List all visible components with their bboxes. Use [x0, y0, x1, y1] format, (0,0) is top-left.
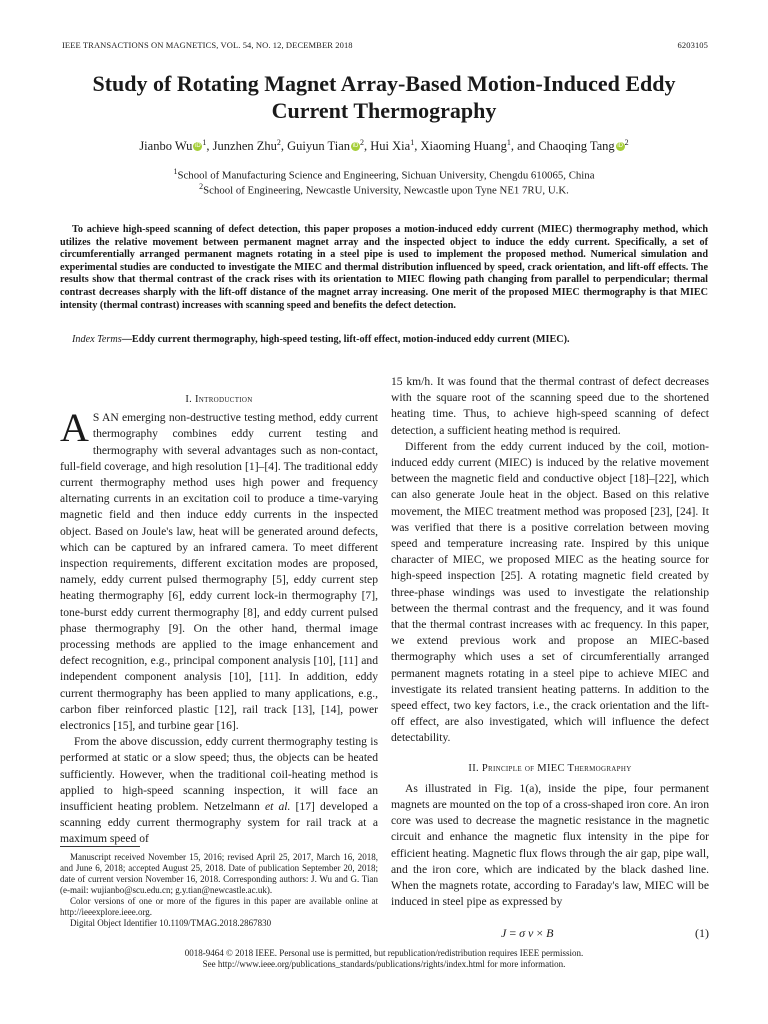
orcid-icon[interactable]: iD — [352, 143, 359, 150]
footnote — [60, 852, 378, 929]
drop-cap: A — [60, 405, 89, 451]
equation-number: (1) — [695, 926, 709, 940]
index-terms-text: Eddy current thermography, high-speed testing, lift-off effect, motion-induced eddy current (MIEC). — [131, 334, 570, 345]
paper-title: Study of Rotating Magnet Array-Based Motion-Induced Eddy Current Thermography — [92, 71, 676, 123]
article-number: 6203105 — [677, 40, 708, 50]
author-and: and — [517, 139, 539, 154]
author-sep: , — [414, 139, 421, 154]
index-terms-label: Index Terms — [72, 334, 122, 345]
affil-text: School of Manufacturing Science and Engineering, Sichuan University, Chengdu 610065, China — [177, 169, 595, 182]
copyright-line: 0018-9464 © 2018 IEEE. Personal use is permitted, but republication/redistribution requires IEEE permission. — [184, 948, 584, 958]
journal-header: IEEE TRANSACTIONS ON MAGNETICS, VOL. 54, NO. 12, DECEMBER 2018 — [62, 40, 353, 50]
footnote-rule — [60, 846, 140, 847]
author-sep: , — [510, 139, 518, 154]
footnote-manuscript: Manuscript received November 15, 2016; revised April 25, 2017, March 16, 2018, and June 6, 2018; accepted August 25, 2018. Date of publication September 20, 2018; date of current version November 16, 2018. Corresponding authors: J. Wu and G. Tian (e-mail: wujianbo@scu.edu.cn; g.y.tian@newcastle.ac.uk). — [60, 852, 378, 895]
eq-times: × — [536, 926, 544, 940]
author-affil: 2 — [624, 138, 629, 147]
orcid-icon[interactable]: iD — [617, 143, 623, 150]
author-name: Hui Xia — [370, 139, 411, 154]
author-affil: 2 — [276, 138, 281, 147]
copyright — [60, 948, 708, 970]
author-affil: 2 — [360, 138, 365, 147]
paragraph — [60, 734, 378, 847]
equation-body — [501, 926, 553, 941]
index-terms — [60, 334, 708, 345]
affil-text: School of Engineering, Newcastle University, Newcastle upon Tyne NE1 7RU, U.K. — [203, 184, 569, 197]
author-affil: 1 — [202, 138, 207, 147]
paragraph-text: S AN emerging non-destructive testing method, eddy current thermography combines eddy current testing and thermography with several advantages such as non-contact, full-field coverage, and high resolution [1]–[4]. The traditional eddy current thermography method uses high power and frequency alternating currents in an excitation coil to produce a time-varying magnetic field and then induce eddy currents in the inspected object. Based on Joule's law, heat will be generated around defects, which can be captured by an infrared camera. To meet different inspection requirements, different excitation modes are proposed, namely, eddy current pulsed thermography [5], eddy current step heating thermography [6], eddy current lock-in thermography [7], tone-burst eddy current thermography [8], and eddy current pulsed phase thermography [9]. On the other hand, thermal image processing methods are applied to the image enhancement and defect recognition, e.g., principal component analysis [10], [11] and independent component analysis [10], [11]. In addition, eddy current thermography has been applied to many applications, e.g., carbon fiber reinforced plastic [12], rail track [13], [14], power electronics [15], and turbine gear [16]. — [60, 411, 378, 733]
author-name: Xiaoming Huang — [420, 139, 507, 154]
equation — [391, 926, 709, 942]
author-list — [60, 138, 708, 154]
abstract: To achieve high-speed scanning of defect detection, this paper proposes a motion-induced eddy current (MIEC) thermography method, which utilizes the relative movement between permanent magnet array and the inspected object to induce the eddy current. Specifically, a set of circumferentially arranged permanent magnets rotating in a steel pipe is used to implement the proposed method. Numerical simulation and experimental studies are conducted to investigate the MIEC and thermal distribution influenced by speed, crack orientation, and lift-off effects. The results show that thermal contrast of the crack rises with its orientation to MIEC flowing path changing from parallel to perpendicular; thermal contrast decreases sharply with the lift-off distance of the magnet array increasing. One merit of the proposed MIEC thermography is that MIEC intensity (thermal contrast) increases with scanning speed and benefits the defect detection. — [60, 224, 708, 311]
affiliation — [60, 182, 708, 197]
author-name: Chaoqing Tang — [538, 139, 615, 154]
author-affil: 1 — [410, 138, 415, 147]
paragraph: 15 km/h. It was found that the thermal contrast of defect decreases with the square root of the scanning speed due to the shortened heating time. Thus, to achieve high-speed scanning of defect detection, a sufficient heating method is required. — [391, 375, 709, 437]
orcid-icon[interactable]: iD — [195, 143, 201, 150]
author-sep: , — [206, 139, 213, 154]
footnote-doi: Digital Object Identifier 10.1109/TMAG.2018.2867830 — [70, 918, 272, 928]
eq-sigma: σ — [519, 926, 526, 940]
left-column — [60, 392, 378, 848]
author-sep: , — [364, 139, 371, 154]
eq-equals: = — [509, 926, 517, 940]
author-affil: 1 — [506, 138, 511, 147]
paragraph: As illustrated in Fig. 1(a), inside the pipe, four permanent magnets are mounted on the top of a cross-shaped iron core. An iron core was used to decrease the magnetic resistance in the magnetic circuit and enhance the magnetic flux intensity in the pipe for efficient heating. Magnetic flux flows through the air gap, pipe wall, and the iron core, which are indicated by the black dashed line. When the magnets rotate, according to Faraday's law, MIEC will be induced in steel pipe as expressed by — [391, 781, 709, 909]
author-sep: , — [280, 139, 288, 154]
author-name: Guiyun Tian — [287, 139, 351, 154]
section-heading: I. Introduction — [185, 394, 253, 405]
paragraph — [60, 405, 378, 734]
author-name: Jianbo Wu — [139, 139, 193, 154]
right-column — [391, 374, 709, 911]
eq-magnetic-field: B — [546, 926, 554, 940]
author-name: Junzhen Zhu — [212, 139, 277, 154]
index-terms-dash: — — [121, 334, 132, 345]
section-heading: II. Principle of MIEC Thermography — [468, 762, 632, 774]
affiliation — [60, 167, 708, 182]
affil-num: 2 — [199, 182, 204, 191]
eq-velocity: v — [528, 926, 534, 940]
paragraph-text: From the above discussion, eddy current thermography testing is performed at static or a slow speed; thus, the objects can be heated sufficiently. However, when the traditional coil-heating method is applied to high-speed scanning inspection, it will face an insufficient heating problem. Netzelmann — [60, 735, 378, 814]
eq-current-density: J — [501, 926, 507, 940]
paragraph: Different from the eddy current induced by the coil, motion-induced eddy current (MIEC) is induced by the relative movement between the magnetic field and conductive object [18]–[22], which can also generate Joule heat in the object. Based on this relative movement, the MIEC treatment method was proposed [23], [24]. It was verified that there is a positive correlation between moving speed and temperature increasing rate. Inspired by this unique character of MIEC, we proposed MIEC as the heating source for high-speed inspection [25]. A rotating magnetic field created by three-phase windings was used to investigate the relationship between the thermal contrast and the frequency, and it was found that the thermal contrast increases with ac frequency. In this paper, we extend previous work and propose an MIEC-based thermography which uses a set of circumferentially arranged permanent magnets rotating in a steel pipe to achieve MIEC and investigate its related transient heating patterns. In addition to the speed effect, two key factors, i.e., the crack orientation and the lift-off effect, are also investigated, which will influence the defect detectability. — [391, 439, 709, 745]
footnote-color: Color versions of one or more of the figures in this paper are available online at http://ieeexplore.ieee.org. — [60, 896, 378, 917]
affil-num: 1 — [173, 167, 178, 176]
copyright-line: See http://www.ieee.org/publications_standards/publications/rights/index.html for more information. — [202, 959, 566, 969]
paragraph-text: [17] developed a scanning eddy current thermography system for rail track at a maximum speed of — [60, 800, 378, 846]
et-al: et al. — [264, 800, 291, 814]
